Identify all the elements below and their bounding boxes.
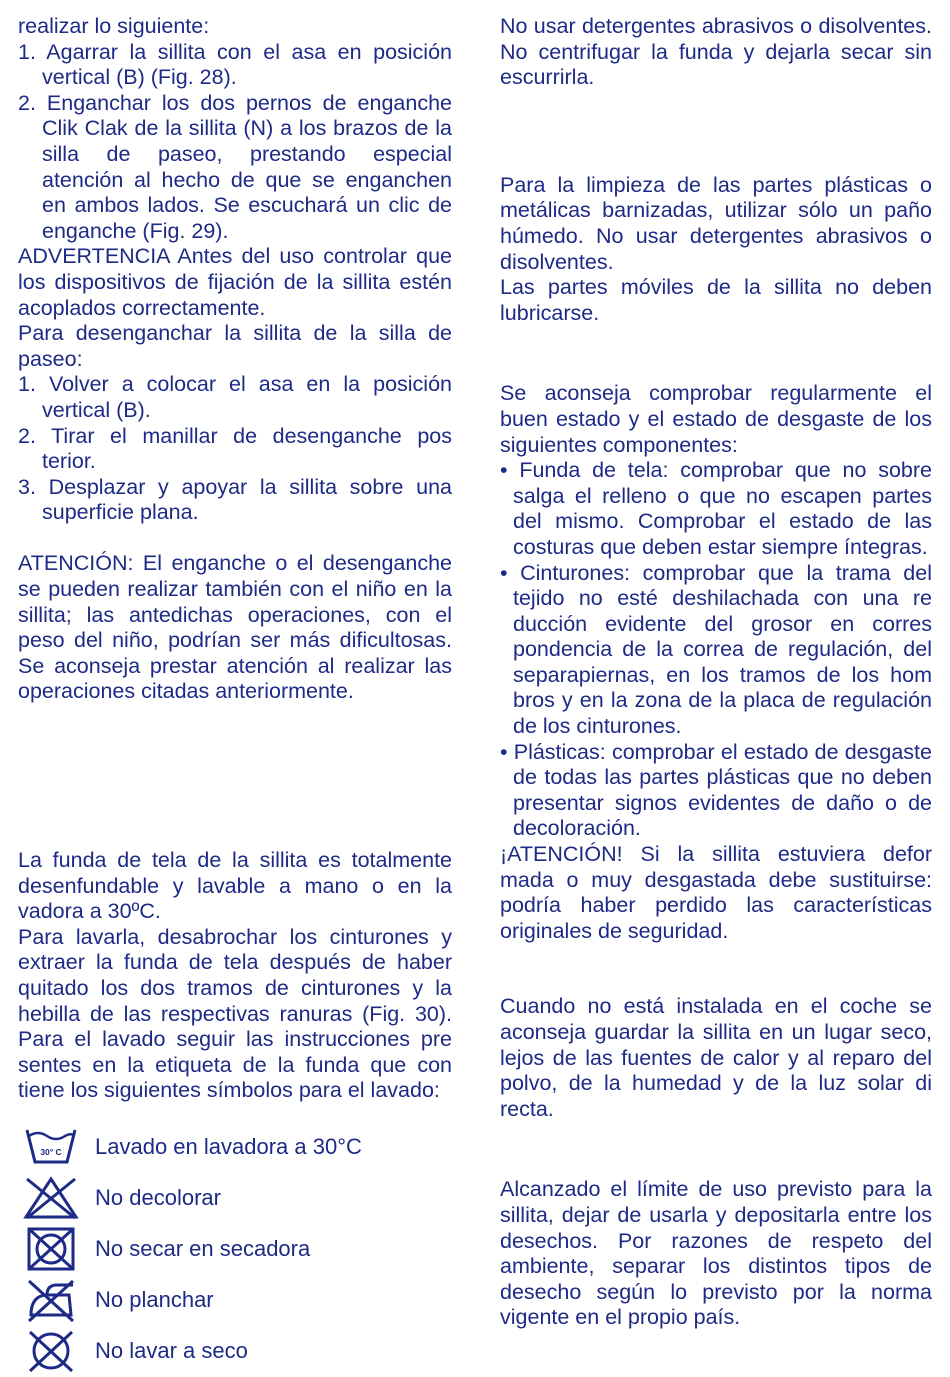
left-column — [18, 14, 452, 1377]
detach-step-2: 2. Tirar el manillar de desenganche pos terior. — [18, 423, 452, 474]
warning-text: ADVERTENCIA Antes del uso controlar que los dispositivos de fijación de la sillita estén acoplados correctamente. — [18, 244, 452, 320]
care-symbols-list — [18, 1122, 452, 1377]
wash-30-icon — [21, 1124, 81, 1170]
cleaning-paragraph-1: No usar detergentes abrasivos o disolventes. No centrifugar la funda y dejarla secar sin escurrirla. — [500, 14, 932, 90]
no-dry-clean-icon — [21, 1328, 81, 1374]
maintenance-bullet: • Plásticas: comprobar el estado de desgaste de todas las partes plásticas que no deben presentar signos evidentes de daño o de decoloración. — [500, 739, 932, 841]
care-symbol-row — [18, 1173, 452, 1224]
maintenance-bullet: • Cinturones: comprobar que la trama del tejido no esté deshilachada con una re ducción evidente del grosor en corres pondencia de la correa de regulación, del separapiernas, en los tramos de los hom bros y en la zona de la placa de regulación de los cinturones. — [500, 560, 932, 739]
intro-text: realizar lo siguiente: — [18, 14, 210, 38]
storage-paragraph: Cuando no está instalada en el coche se aconseja guardar la sillita en un lugar seco, lejos de las fuentes de calor y al reparo del polvo, de la humedad y de la luz solar di recta. — [500, 994, 932, 1121]
attach-step-2: 2. Enganchar los dos pernos de enganche Clik Clak de la sillita (N) a los brazos de la silla de paseo, prestando especial atención al hecho de que se enganchen en ambos lados. Se escuchará un clic de enganche (Fig. 29). — [18, 90, 452, 243]
attach-step-1: 1. Agarrar la sillita con el asa en posición vertical (B) (Fig. 28). — [18, 39, 452, 90]
cover-paragraph-2: Para lavarla, desabrochar los cinturones y extraer la funda de tela después de haber quitado los dos tramos de cinturones y la hebilla de las respectivas ranuras (Fig. 30). Para el lavado seguir las instrucciones pre sentes en la etiqueta de la funda que con tiene los siguientes símbolos para el lavado: — [18, 924, 452, 1103]
no-tumble-dry-icon — [21, 1226, 81, 1272]
replace-warning: ¡ATENCIÓN! Si la sillita estuviera defor mada o muy desgastada debe sustituirse: podría haber perdido las características originales de seguridad. — [500, 842, 932, 943]
cleaning-paragraph-3: Las partes móviles de la sillita no deben lubricarse. — [500, 275, 932, 325]
care-symbol-row — [18, 1122, 452, 1173]
care-symbol-row — [18, 1275, 452, 1326]
detach-step-3: 3. Desplazar y apoyar la sillita sobre una superficie plana. — [18, 474, 452, 525]
detach-intro: Para desenganchar la sillita de la silla de paseo: — [18, 321, 452, 371]
maintenance-bullet: • Funda de tela: comprobar que no sobre salga el relleno o que no escapen partes del mismo. Comprobar el estado de las costuras que deben estar siempre íntegras. — [500, 458, 932, 559]
cleaning-paragraph-2: Para la limpieza de las partes plásticas o metálicas barnizadas, utilizar sólo un paño húmedo. No usar detergentes abrasivos o disolventes. — [500, 172, 932, 274]
care-symbol-label: No secar en secadora — [95, 1236, 311, 1262]
attention-text: ATENCIÓN: El enganche o el desenganche se pueden realizar también con el niño en la sillita; las antedichas operaciones, con el peso del niño, podrían ser más dificultosas. Se aconseja prestar atención al realizar las operaciones citadas anteriormente. — [18, 551, 452, 704]
care-symbol-label: No lavar a seco — [95, 1338, 248, 1364]
detach-step-1: 1. Volver a colocar el asa en la posición vertical (B). — [18, 372, 452, 422]
care-symbol-label: No decolorar — [95, 1185, 221, 1211]
right-column — [500, 14, 932, 1331]
maintenance-intro: Se aconseja comprobar regularmente el buen estado y el estado de desgaste de los siguientes componentes: — [500, 381, 932, 457]
care-symbol-label: No planchar — [95, 1287, 214, 1313]
care-symbol-row — [18, 1224, 452, 1275]
no-bleach-icon — [21, 1175, 81, 1221]
care-symbol-label: Lavado en lavadora a 30°C — [95, 1134, 362, 1160]
no-iron-icon — [21, 1277, 81, 1323]
disposal-paragraph: Alcanzado el límite de uso previsto para la sillita, dejar de usarla y depositarla entre los desechos. Por razones de respeto del ambiente, separar los distintos tipos de desecho según lo previsto por la norma vigente en el propio país. — [500, 1177, 932, 1330]
wash-temp-text: 30° C — [40, 1147, 62, 1158]
cover-paragraph-1: La funda de tela de la sillita es totalmente desenfundable y lavable a mano o en la vadora a 30ºC. — [18, 848, 452, 924]
care-symbol-row — [18, 1326, 452, 1377]
